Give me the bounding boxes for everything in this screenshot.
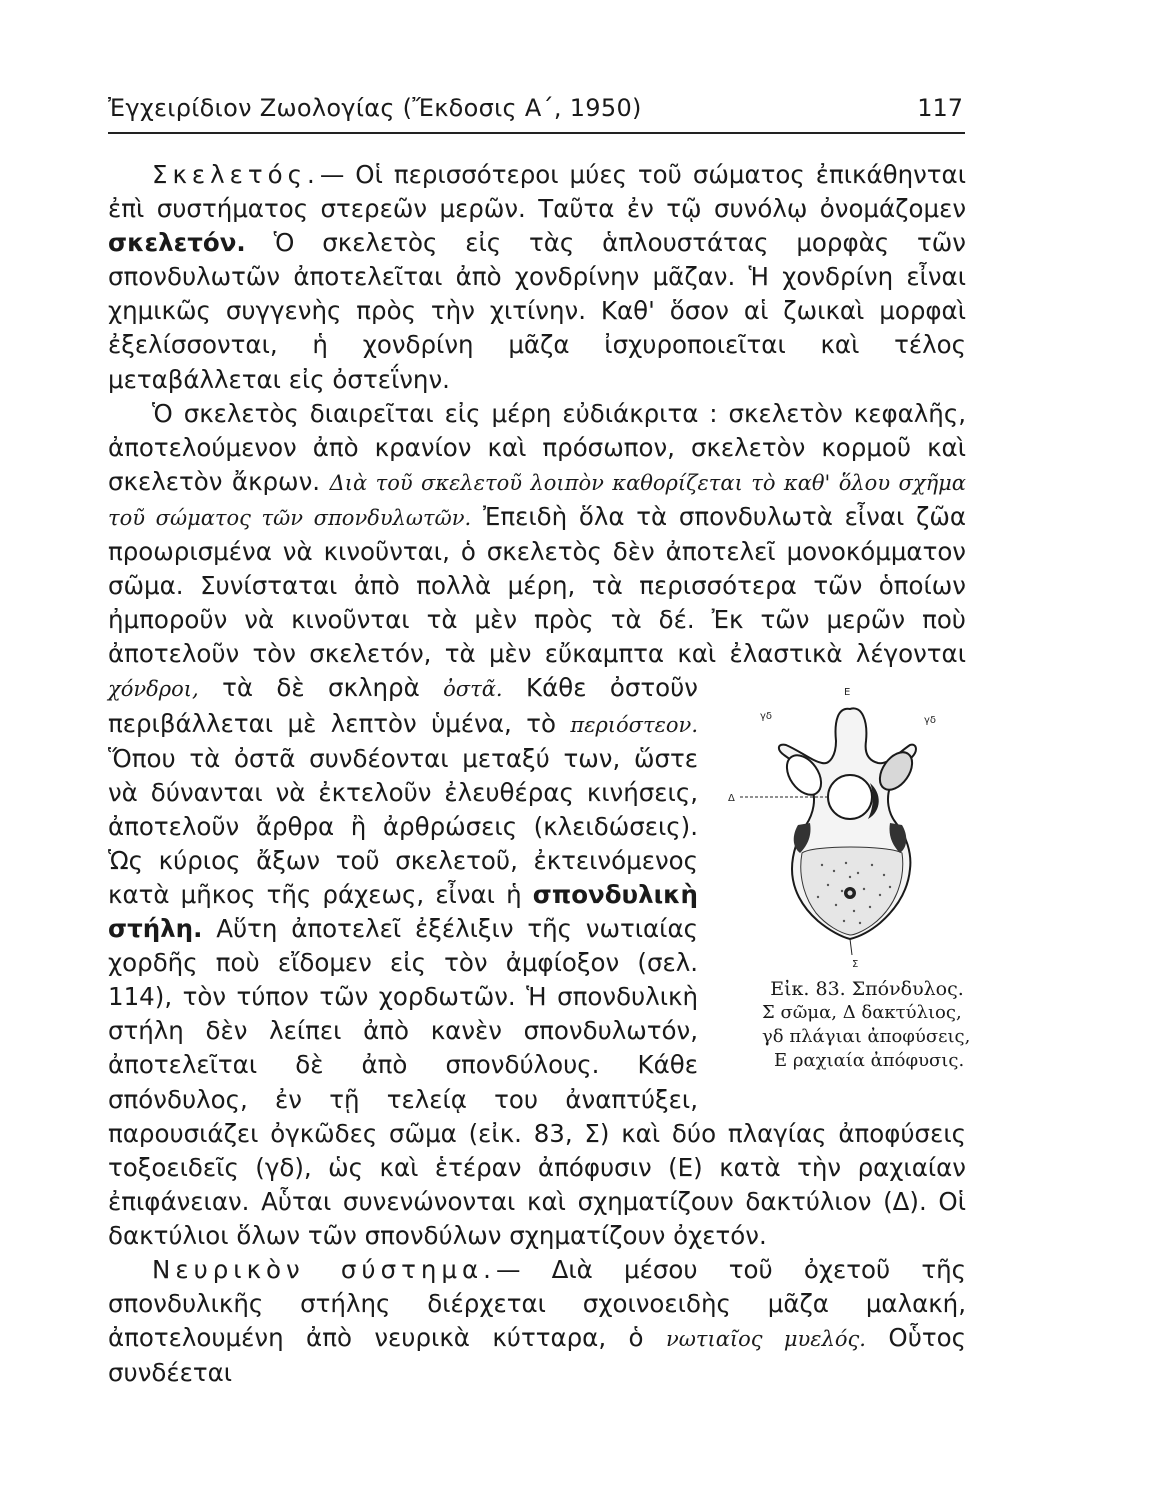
figure-caption bbox=[712, 977, 978, 1073]
text-run: Ὁ σκελετὸς διαιρεῖται εἰς μέρη εὐδιάκριτα : σκελετὸν κεφαλῆς, ἀποτελούμενον ἀπὸ κρανίον καὶ πρόσωπον, σκελετὸν κορμοῦ καὶ σκελετὸν ἄκρων. bbox=[108, 398, 966, 496]
italic-term-spinal-cord: νωτιαῖος μυελός. bbox=[666, 1327, 866, 1352]
text-run: Αὕτη ἀποτελεῖ ἐξέλιξιν τῆς νωτιαίας χορδῆς ποὺ εἴδομεν εἰς τὸν ἀμφίοξον (σελ. 114), τὸν τύπον τῶν χορδωτῶν. Ἡ σπονδυλικὴ στήλη δὲν λείπει ἀπὸ κανὲν σπονδυλωτόν, ἀποτελεῖται δὲ ἀπὸ σπονδύλους. Κάθε σπόνδυλος, ἐν τῇ τελείᾳ του ἀναπτύξει, παρουσιάζει ὀγκῶδες σῶμα (εἰκ. 83, Σ) καὶ δύο πλαγίας ἀποφύσεις τοξοειδεῖς (γδ), ὡς καὶ ἑτέραν ἀπόφυσιν (Ε) κατὰ τὴν ραχιαίαν ἐπιφάνειαν. Αὗται συνενώνονται καὶ σχηματίζουν δακτύλιον (Δ). Οἱ δακτύλιοι ὅλων τῶν σπονδύλων σχηματίζουν ὀχετόν. bbox=[108, 914, 966, 1250]
label-E: Ε bbox=[844, 687, 851, 699]
vertebra-figure bbox=[712, 675, 978, 1100]
text-run: — Οἱ περισσότεροι μύες τοῦ σώματος ἐπικάθηνται ἐπὶ συστήματος στερεῶν μερῶν. Ταῦτα ἐν τῷ συνόλῳ ὀνομάζομεν bbox=[108, 160, 966, 224]
text-run: Ὅπου τὰ ὀστᾶ συνδέονται μεταξύ των, ὥστε νὰ δύνανται νὰ ἐκτελοῦν ἐλευθέρας κινήσεις, ἀποτελοῦν ἄρθρα ἢ ἀρθρώσεις (κλειδώσεις). Ὡς κύριος ἄξων τοῦ σκελετοῦ, ἐκτεινόμενος κατὰ μῆκος τῆς ράχεως, εἶναι ἡ bbox=[108, 743, 698, 909]
page-body bbox=[108, 158, 971, 1390]
section-term-skeleton: Σκελετός. bbox=[152, 160, 320, 189]
vertebra-illustration bbox=[712, 675, 978, 975]
caption-line: Ε ραχιαία ἀπόφυσις. bbox=[774, 1050, 965, 1072]
caption-line: γδ πλάγιαι ἀποφύσεις, bbox=[762, 1026, 971, 1048]
vertebral-ring bbox=[828, 775, 872, 819]
caption-title: Εἰκ. 83. Σπόνδυλος. bbox=[770, 978, 964, 1001]
paragraph-nervous-system bbox=[108, 1253, 966, 1390]
text-run: Ἐπειδὴ ὅλα τὰ σπονδυλωτὰ εἶναι ζῶα προωρισμένα νὰ κινοῦνται, ὁ σκελετὸς δὲν ἀποτελεῖ μονοκόμματον σῶμα. Συνίσταται ἀπὸ πολλὰ μέρη, τὰ περισσότερα τῶν ὁποίων ἠμποροῦν νὰ κινοῦνται τὰ μὲν πρὸς τὰ δέ. Ἐκ τῶν μερῶν ποὺ ἀποτελοῦν τὸν σκελετόν, τὰ μὲν εὔκαμπτα καὶ ἐλαστικὰ λέγονται bbox=[108, 501, 966, 669]
bold-term-spine: σπονδυλικὴ στήλη. bbox=[108, 879, 698, 944]
book-title: Ἐγχειρίδιον Ζωολογίας (Ἔκδοσις Α΄, 1950) bbox=[108, 94, 642, 122]
label-gd-left: γδ bbox=[760, 711, 773, 723]
bold-term-skeleton: σκελετόν. bbox=[108, 228, 246, 258]
text-run: Κάθε ὀστοῦν περιβάλλεται μὲ λεπτὸν ὑμένα, τὸ bbox=[108, 673, 698, 738]
text-run: τὰ δὲ σκληρὰ bbox=[198, 673, 444, 703]
label-gd-right: γδ bbox=[924, 715, 937, 727]
text-run: — Διὰ μέσου τοῦ ὀχετοῦ τῆς σπονδυλικῆς στήλης διέρχεται σχοινοειδὴς μᾶζα μαλακή, ἀποτελουμένη ἀπὸ νευρικὰ κύτταρα, ὁ bbox=[108, 1255, 966, 1353]
caption-line: Σ σῶμα, Δ δακτύλιος, bbox=[762, 1002, 962, 1024]
italic-sentence: Διὰ τοῦ σκελετοῦ λοιπὸν καθορίζεται τὸ καθ' ὅλου σχῆμα τοῦ σώματος τῶν σπονδυλωτῶν. bbox=[108, 470, 966, 530]
running-header bbox=[108, 92, 965, 134]
section-term-nervous: Νευρικὸν σύστημα. bbox=[152, 1255, 496, 1284]
label-S: Σ bbox=[852, 959, 859, 971]
paragraph-skeleton-intro bbox=[108, 158, 966, 397]
paragraph-skeleton-parts bbox=[108, 397, 971, 1253]
label-D: Δ bbox=[728, 793, 735, 805]
page-number: 117 bbox=[917, 94, 963, 122]
italic-term-periosteon: περιόστεον. bbox=[570, 712, 698, 737]
italic-term-xondroi: χόνδροι, bbox=[108, 677, 199, 702]
body-pointer-line bbox=[850, 939, 852, 955]
text-run: Ὁ σκελετὸς εἰς τὰς ἁπλουστάτας μορφὰς τῶν σπονδυλωτῶν ἀποτελεῖται ἀπὸ χονδρίνην μᾶζαν. Ἡ χονδρίνη εἶναι χημικῶς συγγενὴς πρὸς τὴν χιτίνην. Καθ' ὅσον αἱ ζωικαὶ μορφαὶ ἐξελίσσονται, ἡ χονδρίνη μᾶζα ἰσχυροποιεῖται καὶ τέλος μεταβάλλεται εἰς ὀστεΐνην. bbox=[108, 228, 966, 394]
text-run: Οὗτος συνδέεται bbox=[108, 1323, 966, 1388]
italic-term-osta: ὀστᾶ. bbox=[443, 677, 503, 702]
